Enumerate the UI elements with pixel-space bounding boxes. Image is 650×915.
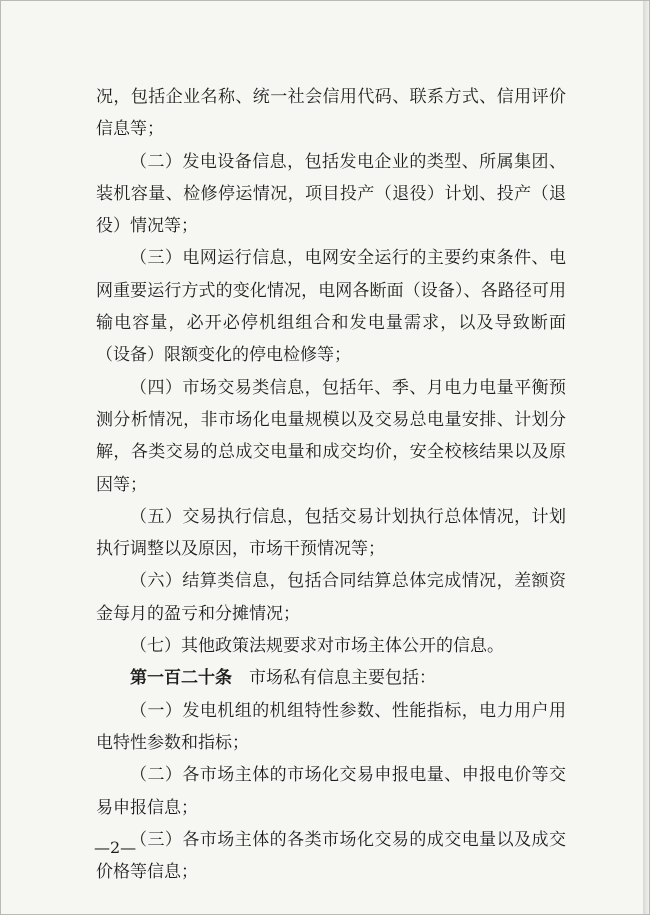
article-text: 市场私有信息主要包括： [232,668,436,689]
page-number: —2— [94,838,137,857]
paragraph-item-2: （二）发电设备信息，包括发电企业的类型、所属集团、装机容量、检修停运情况，项目投产（退役）计划、投产（退役）情况等； [96,151,566,237]
article-120 [96,662,566,694]
private-info-item-1: （一）发电机组的机组特性参数、性能指标，电力用户用电特性参数和指标； [96,700,566,753]
paragraph-continued: 况，包括企业名称、统一社会信用代码、联系方式、信用评价信息等； [96,87,566,140]
paragraph-item-7: （七）其他政策法规要求对市场主体公开的信息。 [130,636,504,657]
paragraph-item-5: （五）交易执行信息，包括交易计划执行总体情况，计划执行调整以及原因，市场干预情况等； [96,506,566,560]
page-edge-shadow [643,1,649,914]
paragraph-item-4: （四）市场交易类信息，包括年、季、月电力电量平衡预测分析情况，非市场化电量规模以及交易总电量安排、计划分解，各类交易的总成交电量和成交均价，安全校核结果以及原因等； [96,377,566,495]
document-body [96,81,566,888]
paragraph-item-6: （六）结算类信息，包括合同结算总体完成情况，差额资金每月的盈亏和分摊情况； [96,571,566,624]
article-heading: 第一百二十条 [130,668,232,689]
private-info-item-2: （二）各市场主体的市场化交易申报电量、申报电价等交易申报信息； [96,765,566,818]
paragraph-item-3: （三）电网运行信息，电网安全运行的主要约束条件、电网重要运行方式的变化情况，电网各断面（设备）、各路径可用输电容量，必开必停机组组合和发电量需求，以及导致断面（设备）限额变化的停电检修等； [96,248,566,366]
private-info-item-3: （三）各市场主体的各类市场化交易的成交电量以及成交价格等信息； [96,829,566,883]
